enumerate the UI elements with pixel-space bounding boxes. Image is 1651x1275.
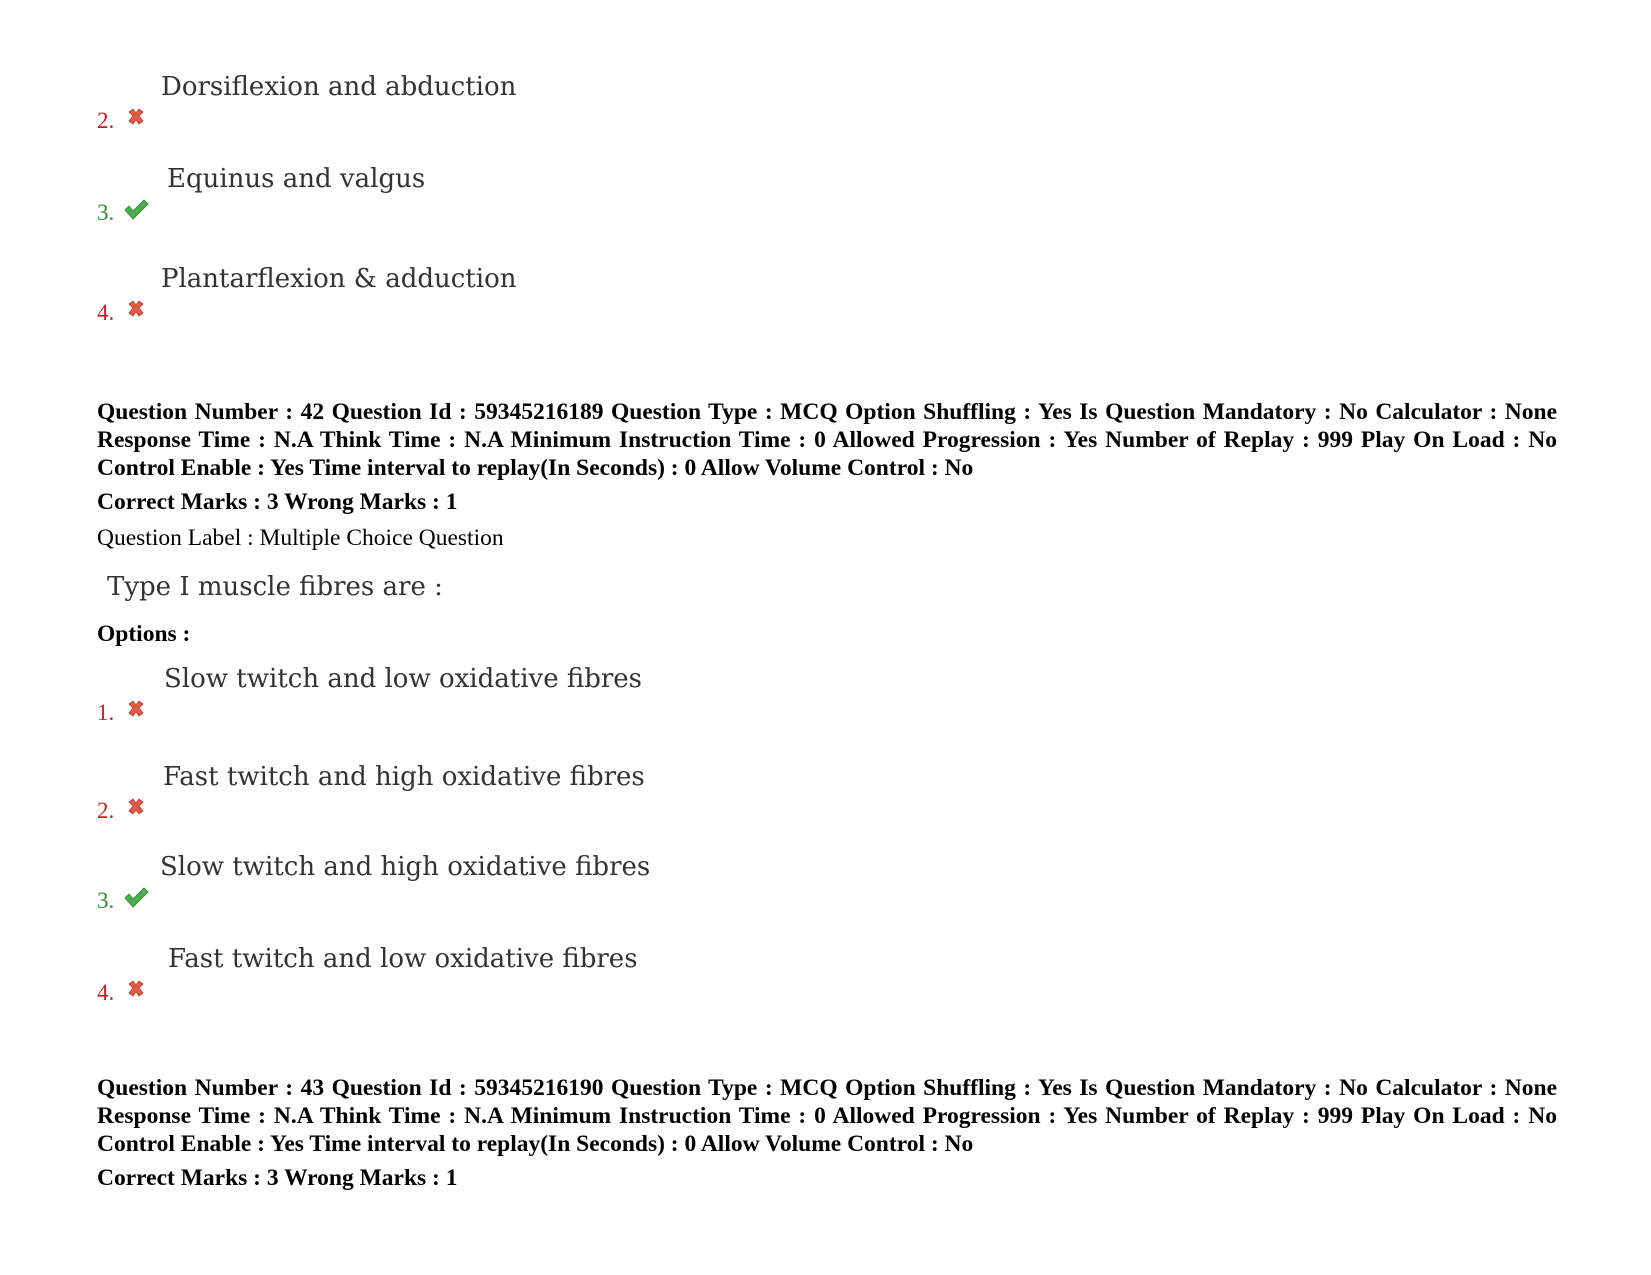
- option-text: Equinus and valgus: [167, 164, 426, 194]
- option-number: 4.: [97, 980, 115, 1005]
- cross-icon: [125, 698, 147, 720]
- option-number: 2.: [97, 108, 115, 133]
- option-item: [97, 664, 797, 724]
- option-item: [97, 762, 797, 822]
- options-heading: Options :: [97, 621, 191, 647]
- cross-icon: [125, 978, 147, 1000]
- option-item: [97, 264, 797, 324]
- check-icon: [123, 198, 149, 220]
- question-label: Question Label : Multiple Choice Question: [97, 525, 504, 551]
- option-number: 4.: [97, 300, 115, 325]
- option-item: [97, 72, 797, 132]
- option-text: Slow twitch and low oxidative fibres: [164, 664, 643, 694]
- option-item: [97, 852, 797, 912]
- question-marks: Correct Marks : 3 Wrong Marks : 1: [97, 489, 458, 515]
- cross-icon: [125, 106, 147, 128]
- option-text: Dorsiflexion and abduction: [161, 72, 517, 102]
- question-meta: Question Number : 42 Question Id : 59345216189 Question Type : MCQ Option Shuffling : Yes Is Question Mandatory : No Calculator : None Response Time : N.A Think Time : N.A Minimum Instruction Time : 0 Allowed Progression : Yes Number of Replay : 999 Play On Load : No Control Enable : Yes Time interval to replay(In Seconds) : 0 Allow Volume Control : No: [97, 399, 1557, 481]
- option-number: 3.: [97, 888, 115, 913]
- question-text: Type I muscle fibres are :: [107, 572, 443, 602]
- cross-icon: [125, 298, 147, 320]
- option-number: 2.: [97, 798, 115, 823]
- option-item: [97, 944, 797, 1004]
- question-marks: Correct Marks : 3 Wrong Marks : 1: [97, 1165, 458, 1191]
- option-number: 1.: [97, 700, 115, 725]
- option-item: [97, 164, 797, 224]
- question-meta: Question Number : 43 Question Id : 59345216190 Question Type : MCQ Option Shuffling : Yes Is Question Mandatory : No Calculator : None Response Time : N.A Think Time : N.A Minimum Instruction Time : 0 Allowed Progression : Yes Number of Replay : 999 Play On Load : No Control Enable : Yes Time interval to replay(In Seconds) : 0 Allow Volume Control : No: [97, 1075, 1557, 1157]
- cross-icon: [125, 796, 147, 818]
- option-text: Slow twitch and high oxidative fibres: [160, 852, 651, 882]
- option-text: Fast twitch and low oxidative fibres: [168, 944, 638, 974]
- check-icon: [123, 886, 149, 908]
- option-number: 3.: [97, 200, 115, 225]
- option-text: Plantarflexion & adduction: [161, 264, 517, 294]
- option-text: Fast twitch and high oxidative fibres: [163, 762, 645, 792]
